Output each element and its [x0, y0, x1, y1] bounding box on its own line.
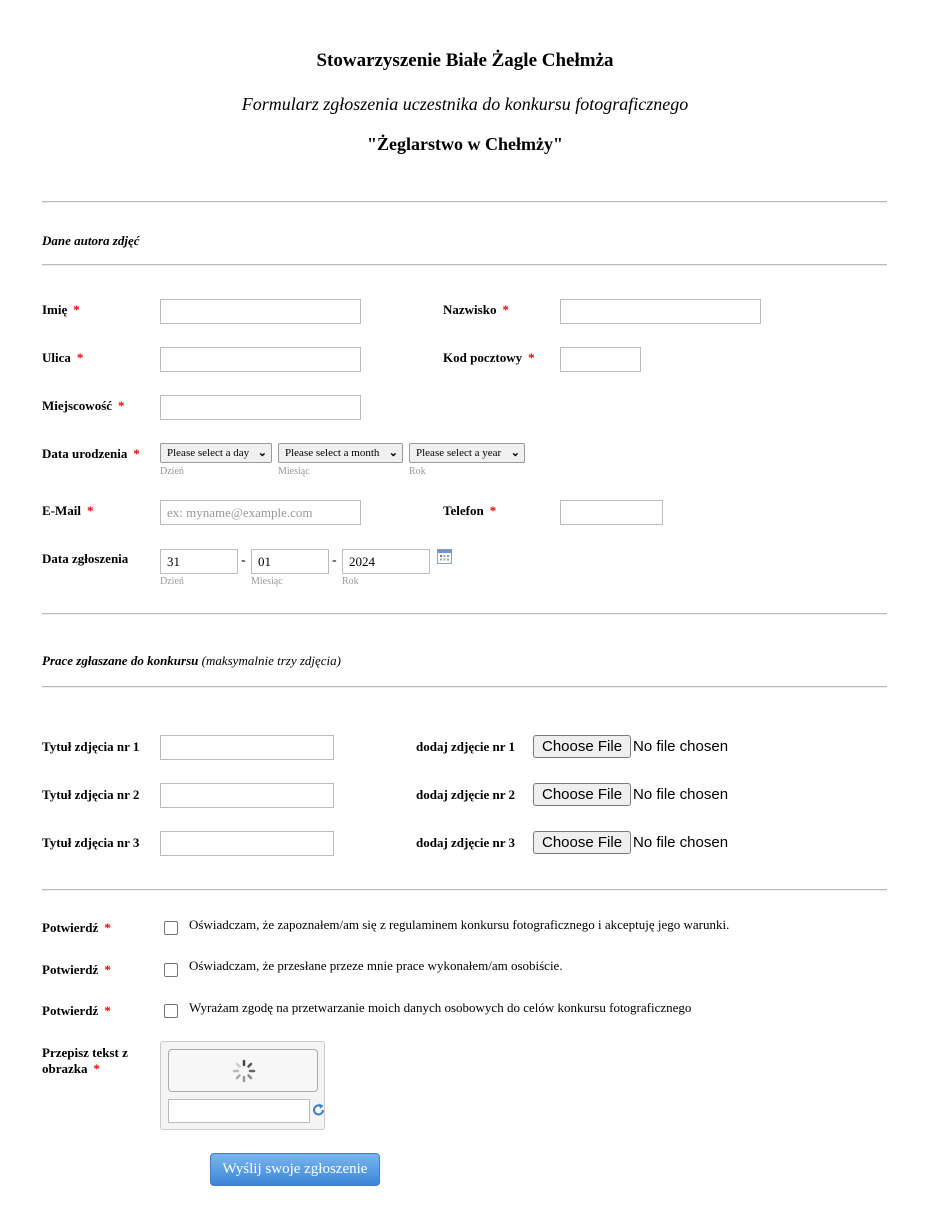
- phone-input[interactable]: [560, 500, 663, 525]
- date-separator: -: [332, 553, 337, 568]
- phone-label: Telefon *: [443, 503, 497, 518]
- required-mark: *: [502, 302, 509, 317]
- required-mark: *: [76, 350, 84, 365]
- required-mark: *: [489, 503, 497, 518]
- captcha-label: Przepisz tekst z obrazka *: [42, 1045, 128, 1076]
- submission-month-input[interactable]: 01: [251, 549, 329, 574]
- divider: [42, 686, 887, 688]
- form-subtitle: Formularz zgłoszenia uczestnika do konkursu fotograficznego: [241, 94, 689, 114]
- birth-month-select[interactable]: Please select a month ⌄: [278, 443, 403, 463]
- choose-file-button-3[interactable]: Choose File: [533, 831, 631, 854]
- photo-title-input-3[interactable]: [160, 831, 334, 856]
- confirm-text-2: Oświadczam, że przesłane przeze mnie prace wykonałem/am osobiście.: [189, 958, 563, 973]
- birth-month-sublabel: Miesiąc: [278, 466, 310, 477]
- choose-file-button-1[interactable]: Choose File: [533, 735, 631, 758]
- required-mark: *: [133, 446, 140, 461]
- confirm-label-1: Potwierdź *: [42, 920, 111, 935]
- required-mark: *: [528, 350, 535, 365]
- birth-year-select[interactable]: Please select a year ⌄: [409, 443, 525, 463]
- loading-spinner-icon: [232, 1059, 256, 1083]
- required-mark: *: [73, 302, 80, 317]
- submission-year-input[interactable]: 2024: [342, 549, 430, 574]
- add-photo-label-1: dodaj zdjęcie nr 1: [416, 739, 516, 754]
- add-photo-label-3: dodaj zdjęcie nr 3: [416, 835, 516, 850]
- contest-name: "Żeglarstwo w Chełmży": [367, 134, 563, 154]
- form-title: Stowarzyszenie Białe Żagle Chełmża: [316, 50, 614, 71]
- postal-code-label: Kod pocztowy *: [443, 350, 535, 365]
- email-label: E-Mail *: [42, 503, 94, 518]
- photo-title-label-2: Tytuł zdjęcia nr 2: [42, 787, 140, 802]
- confirm-label-3: Potwierdź *: [42, 1003, 111, 1018]
- submission-year-sublabel: Rok: [342, 576, 359, 587]
- submission-month-sublabel: Miesiąc: [251, 576, 283, 587]
- required-mark: *: [87, 503, 94, 518]
- postal-code-input[interactable]: [560, 347, 641, 372]
- required-mark: *: [104, 1003, 111, 1018]
- required-mark: *: [93, 1061, 100, 1076]
- photo-title-label-3: Tytuł zdjęcia nr 3: [42, 835, 140, 850]
- confirm-checkbox-1[interactable]: [164, 921, 178, 935]
- file-status-1: No file chosen: [633, 738, 729, 755]
- required-mark: *: [118, 398, 125, 413]
- divider: [42, 264, 887, 266]
- submit-button[interactable]: Wyślij swoje zgłoszenie: [210, 1153, 380, 1186]
- chevron-down-icon: ⌄: [388, 447, 398, 459]
- divider: [42, 613, 887, 615]
- submission-day-input[interactable]: 31: [160, 549, 238, 574]
- photo-title-input-1[interactable]: [160, 735, 334, 760]
- street-input[interactable]: [160, 347, 361, 372]
- email-field[interactable]: ex: myname@example.com: [160, 500, 361, 525]
- file-status-3: No file chosen: [633, 834, 729, 851]
- divider: [42, 889, 887, 891]
- confirm-checkbox-2[interactable]: [164, 963, 178, 977]
- section-author-heading: Dane autora zdjęć: [42, 233, 140, 248]
- first-name-label: Imię *: [42, 302, 80, 317]
- calendar-icon[interactable]: [437, 549, 452, 569]
- captcha-image: [168, 1049, 318, 1092]
- first-name-input[interactable]: [160, 299, 361, 324]
- captcha-box: [160, 1041, 325, 1130]
- birth-date-label: Data urodzenia *: [42, 446, 140, 461]
- birth-year-sublabel: Rok: [409, 466, 426, 477]
- submission-date-label: Data zgłoszenia: [42, 551, 129, 566]
- last-name-label: Nazwisko *: [443, 302, 509, 317]
- divider: [42, 201, 887, 203]
- confirm-label-2: Potwierdź *: [42, 962, 111, 977]
- date-separator: -: [241, 553, 246, 568]
- section-works-heading: Prace zgłaszane do konkursu (maksymalnie trzy zdjęcia): [42, 653, 341, 668]
- birth-day-sublabel: Dzień: [160, 466, 184, 477]
- city-label: Miejscowość *: [42, 398, 125, 413]
- chevron-down-icon: ⌄: [257, 447, 267, 459]
- photo-title-input-2[interactable]: [160, 783, 334, 808]
- required-mark: *: [104, 920, 111, 935]
- submission-day-sublabel: Dzień: [160, 576, 184, 587]
- street-label: Ulica *: [42, 350, 84, 365]
- confirm-text-1: Oświadczam, że zapoznałem/am się z regulaminem konkursu fotograficznego i akceptuję jego warunki.: [189, 917, 730, 932]
- confirm-text-3: Wyrażam zgodę na przetwarzanie moich danych osobowych do celów konkursu fotograficznego: [189, 1000, 692, 1015]
- required-mark: *: [104, 962, 111, 977]
- last-name-input[interactable]: [560, 299, 761, 324]
- photo-title-label-1: Tytuł zdjęcia nr 1: [42, 739, 140, 754]
- city-input[interactable]: [160, 395, 361, 420]
- refresh-icon[interactable]: [312, 1103, 326, 1117]
- file-status-2: No file chosen: [633, 786, 729, 803]
- captcha-input[interactable]: [168, 1099, 310, 1123]
- choose-file-button-2[interactable]: Choose File: [533, 783, 631, 806]
- birth-day-select[interactable]: Please select a day ⌄: [160, 443, 272, 463]
- chevron-down-icon: ⌄: [510, 447, 520, 459]
- confirm-checkbox-3[interactable]: [164, 1004, 178, 1018]
- add-photo-label-2: dodaj zdjęcie nr 2: [416, 787, 516, 802]
